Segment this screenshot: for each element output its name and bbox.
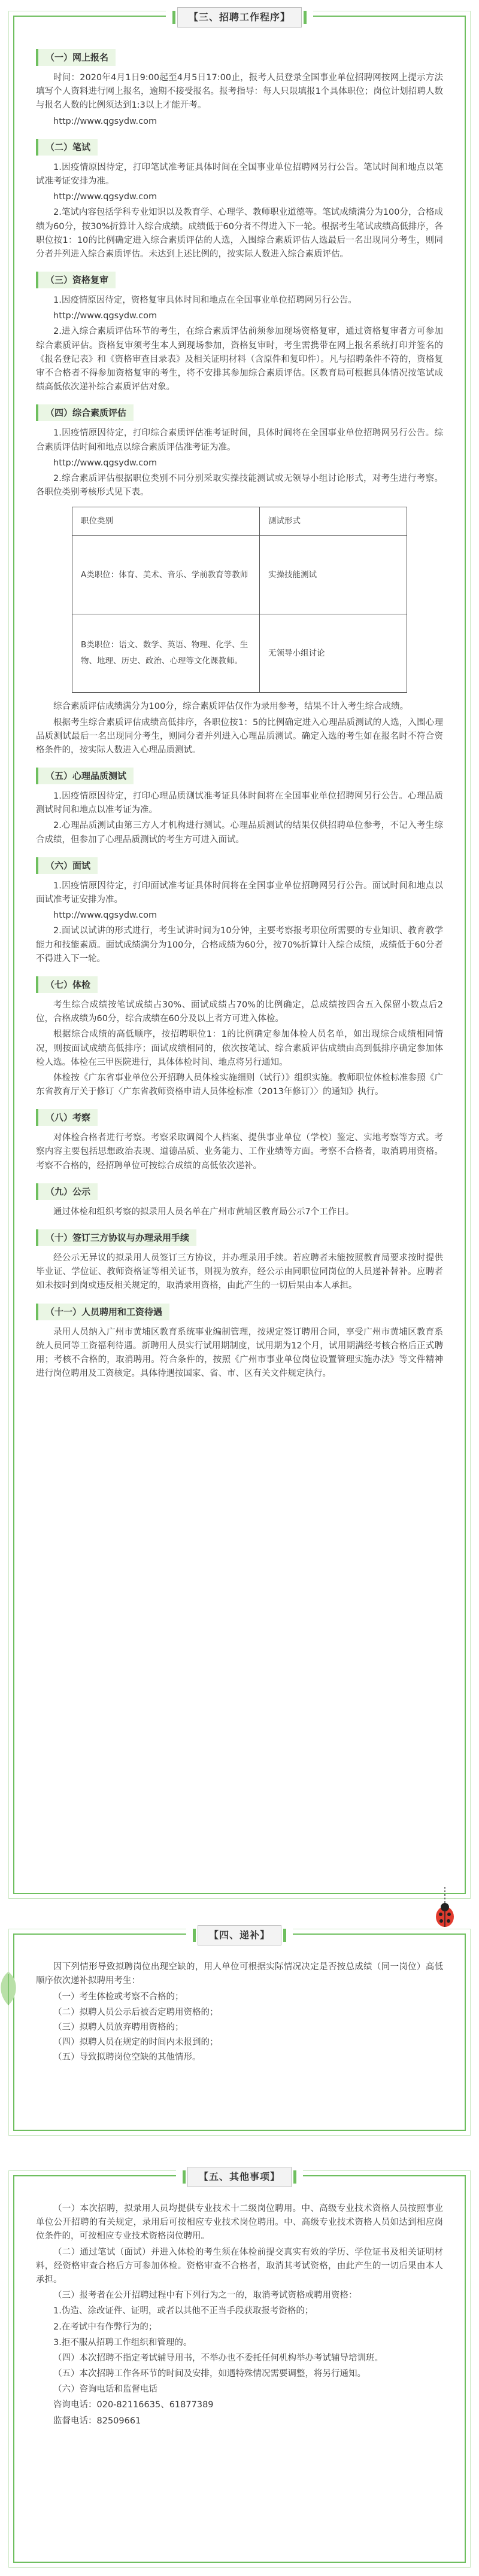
paragraph: 1.因疫情原因待定，打印综合素质评估准考证时间，具体时间将在全国事业单位招聘网另行公告。综合素质评估时间和地点以综合素质评估准考证为准。 bbox=[36, 428, 443, 452]
table-row bbox=[72, 536, 407, 614]
paragraph: 1.因疫情原因待定，打印心理品质测试准考证具体时间将在全国事业单位招聘网另行公告。心理品质测试时间和地点以准考证为准。 bbox=[36, 791, 443, 815]
section-title: 【三、招聘工作程序】 bbox=[177, 7, 302, 28]
category-table bbox=[72, 507, 407, 693]
list-item: （三）拟聘人员放弃聘用资格的； bbox=[53, 2022, 184, 2032]
section-title: 【四、递补】 bbox=[198, 1925, 281, 1945]
paragraph: （一）本次招聘，拟录用人员均提供专业技术十二级岗位聘用。中、高级专业技术资格人员按照事业单位公开招聘的有关规定，录用后可按相应专业技术岗位聘用。中、高级专业技术资格人员如达到相应岗位条件的，可按相应专业技术资格岗位聘用。 bbox=[36, 2204, 443, 2242]
section-recruitment-procedure bbox=[13, 11, 466, 1894]
list-item: （二）拟聘人员公示后被否定聘用资格的； bbox=[53, 2007, 219, 2017]
table-header-cell: 职位类别 bbox=[72, 507, 260, 536]
table-cell: A类职位：体育、美术、音乐、学前教育等教师 bbox=[72, 536, 260, 614]
paragraph: 考生综合成绩按笔试成绩占30%、面试成绩占70%的比例确定，总成绩按四舍五入保留小数点后2位，合格成绩为60分，综合成绩在60分及以上者方可进入体检。 bbox=[36, 1000, 443, 1024]
table-cell: 无领导小组讨论 bbox=[260, 614, 407, 693]
heading-employment-salary: （十一）人员聘用和工资待遇 bbox=[36, 1304, 169, 1320]
paragraph: 时间：2020年4月1日9:00起至4月5日17:00止，报考人员登录全国事业单位招聘网按网上提示方法填写个人资料进行网上报名，逾期不接受报名。报考指导：每人只限填报1个具体职位；岗位计划招聘人数与报名人数的比例须达到1:3以上才能开考。 bbox=[36, 73, 443, 111]
heading-psychological-test: （五）心理品质测试 bbox=[36, 768, 134, 784]
url-link[interactable]: http://www.qgsydw.com bbox=[53, 311, 157, 321]
paragraph: 2.心理品质测试由第三方人才机构进行测试。心理品质测试的结果仅供招聘单位参考，不记入考生综合成绩，但参加了心理品质测试的考生方可进入面试。 bbox=[36, 821, 443, 845]
heading-agreement: （十）签订三方协议与办理录用手续 bbox=[36, 1229, 196, 1246]
table-header-row bbox=[72, 507, 407, 536]
url-link[interactable]: http://www.qgsydw.com bbox=[53, 911, 157, 921]
section-other-matters bbox=[13, 2171, 466, 2563]
header-decor-bar bbox=[193, 1929, 196, 1942]
paragraph: 对体检合格者进行考察。考察采取调阅个人档案、提供事业单位（学校）鉴定、实地考察等方式。考察内容主要包括思想政治表现、道德品质、业务能力、工作业绩等方面。考察不合格者，取消聘用资格。考察不合格的，经招聘单位可按综合成绩的高低依次递补。 bbox=[36, 1133, 443, 1171]
contact-line bbox=[36, 2414, 443, 2428]
paragraph: 2.进入综合素质评估环节的考生，在综合素质评估前须参加现场资格复审，通过资格复审者方可参加综合素质评估。资格复审须考生本人到现场参加，资格复审时，考生需携带在网上报名系统打印并签名的《报名登记表》和《资格审查目录表》及相关证明材料（含原件和复印件）。凡与招聘条件不符的，资格复审不合格者不得参加资格复审的考生，将不安排其参加综合素质评估。区教育局可根据具体情况按笔试成绩高低依次递补综合素质评估对象。 bbox=[36, 327, 443, 392]
table-cell: 实操技能测试 bbox=[260, 536, 407, 614]
paragraph: 因下列情形导致拟聘岗位出现空缺的，用人单位可根据实际情况决定是否按总成绩（同一岗位）高低顺序依次递补拟聘用考生： bbox=[36, 1962, 443, 1986]
url-link[interactable]: http://www.qgsydw.com bbox=[53, 192, 157, 202]
section-title: 【五、其他事项】 bbox=[187, 2167, 292, 2187]
list-item: （一）考生体检或考察不合格的； bbox=[53, 1992, 184, 2002]
table-header-cell: 测试形式 bbox=[260, 507, 407, 536]
header-decor-bar bbox=[293, 2170, 296, 2184]
list-item: （四）拟聘人员在规定的时间内未报到的； bbox=[53, 2037, 219, 2047]
table-cell: B类职位：语文、数学、英语、物理、化学、生物、地理、历史、政治、心理等文化课教师。 bbox=[72, 614, 260, 693]
ladybug-icon bbox=[430, 1887, 460, 1929]
header-decor-bar bbox=[283, 1929, 286, 1942]
section-header bbox=[176, 2167, 303, 2187]
paragraph: （二）通过笔试（面试）并进入体检的考生须在体检前提交真实有效的学历、学位证书及相关证明材料，经资格审查合格后方可参加体检。资格审查不合格者，取消其考试资格，由此产生的一切后果由本人承担。 bbox=[36, 2247, 443, 2285]
header-decor-bar bbox=[172, 11, 175, 24]
section-header bbox=[186, 1925, 293, 1945]
paragraph: 2.综合素质评估根据职位类别不同分别采取实操技能测试或无领导小组讨论形式，对考生进行考察。各职位类别考核形式见下表。 bbox=[36, 473, 443, 498]
paragraph: 2.笔试内容包括学科专业知识以及教育学、心理学、教师职业道德等。笔试成绩满分为100分，合格成绩为60分，按30%折算计入综合成绩。成绩低于60分者不得进入下一轮。根据考生笔试成绩高低排序，各职位按1：10的比例确定进入综合素质评估的人选，入围综合素质评估人选最后一名出现同分考生，则同分者并列进入综合素质评估。未达到上述比例的，按实际人数进入综合素质评估。 bbox=[36, 208, 443, 259]
header-decor-bar bbox=[304, 11, 307, 24]
heading-publicity: （九）公示 bbox=[36, 1183, 98, 1200]
contact-line bbox=[36, 2398, 443, 2412]
paragraph: （三）报考者在公开招聘过程中有下列行为之一的，取消考试资格或聘用资格： bbox=[53, 2291, 357, 2301]
paragraph: （六）咨询电话和监督电话 bbox=[53, 2385, 157, 2395]
heading-interview: （六）面试 bbox=[36, 857, 98, 874]
supervision-label: 监督电话： bbox=[53, 2416, 97, 2426]
paragraph: （四）本次招聘不指定考试辅导用书，不举办也不委托任何机构举办考试辅导培训班。 bbox=[53, 2353, 383, 2363]
heading-physical-exam: （七）体检 bbox=[36, 976, 98, 993]
paragraph: 根据综合成绩的高低顺序，按招聘职位1：1的比例确定参加体检人员名单，如出现综合成绩相同情况，则按面试成绩高低排序；面试成绩相同的，依次按笔试、综合素质评估成绩由高到低排序确定参加体检人选。体检在三甲医院进行，具体体检时间、地点将另行通知。 bbox=[36, 1030, 443, 1067]
url-link[interactable]: http://www.qgsydw.com bbox=[53, 458, 157, 468]
header-decor-bar bbox=[183, 2170, 186, 2184]
leaf-icon bbox=[0, 1971, 20, 2006]
paragraph: 录用人员纳入广州市黄埔区教育系统事业编制管理，按规定签订聘用合同，享受广州市黄埔区教育系统人员同等工资福利待遇。新聘用人员实行试用期制度，试用期为12个月，试用期满经考核合格后正式聘用；考核不合格的，取消聘用。符合条件的，按照《广州市事业单位岗位设置管理实施办法》等文件精神进行岗位聘用及工资核定。具体待遇按国家、省、市、区有关文件规定执行。 bbox=[36, 1327, 443, 1379]
section-header bbox=[166, 7, 313, 28]
paragraph: 3.拒不服从招聘工作组织和管理的。 bbox=[53, 2337, 192, 2347]
paragraph: 根据考生综合素质评估成绩高低排序，各职位按1：5的比例确定进入心理品质测试的人选，入围心理品质测试最后一名出现同分考生，则同分者并列进入心理品质测试。确定入选的考生如在报名时不符合资格条件的，按实际人数进入心理品质测试。 bbox=[36, 717, 443, 755]
heading-comprehensive-assessment: （四）综合素质评估 bbox=[36, 404, 134, 421]
url-link[interactable]: http://www.qgsydw.com bbox=[53, 116, 157, 126]
paragraph: 2.面试以试讲的形式进行，考生试讲时间为10分钟，主要考察报考职位所需要的专业知识、教育教学能力和技能素质。面试成绩满分为100分，合格成绩为60分，按70%折算计入综合成绩，成绩低于60分者不得进入下一轮。 bbox=[36, 926, 443, 964]
paragraph: 经公示无异议的拟录用人员签订三方协议，并办理录用手续。若应聘者未能按照教育局要求按时提供毕业证、学位证、教师资格证等相关证书，则视为放弃，经公示由同职位同岗位的人员递补替补。应聘者如未按时到岗或违反相关规定的，取消录用资格，由此产生的一切后果由本人承担。 bbox=[36, 1253, 443, 1291]
heading-inspection: （八）考察 bbox=[36, 1109, 98, 1126]
paragraph: 体检按《广东省事业单位公开招聘人员体检实施细则（试行）》组织实施。教师职位体检标准参照《广东省教育厅关于修订〈广东省教师资格申请人员体检标准（2013年修订）〉的通知》执行。 bbox=[36, 1073, 443, 1097]
replacement-list bbox=[36, 1990, 443, 2065]
heading-online-registration: （一）网上报名 bbox=[36, 49, 116, 66]
table-row bbox=[72, 614, 407, 693]
heading-qualification-review: （三）资格复审 bbox=[36, 272, 116, 288]
supervision-number[interactable]: 82509661 bbox=[96, 2416, 141, 2426]
paragraph: 1.因疫情原因待定，打印笔试准考证具体时间在全国事业单位招聘网另行公告。笔试时间和地点以笔试准考证安排为准。 bbox=[36, 162, 443, 186]
list-item: （五）导致拟聘岗位空缺的其他情形。 bbox=[53, 2053, 201, 2063]
paragraph: 2.在考试中有作弊行为的； bbox=[53, 2322, 157, 2332]
heading-written-exam: （二）笔试 bbox=[36, 139, 98, 156]
section-replacement bbox=[13, 1929, 466, 2131]
paragraph: （五）本次招聘工作各环节的时间及安排，如遇特殊情况需要调整，将另行通知。 bbox=[53, 2369, 366, 2379]
paragraph: 1.因疫情原因待定，打印面试准考证具体时间将在全国事业单位招聘网另行公告。面试时间和地点以面试准考证安排为准。 bbox=[36, 881, 443, 905]
paragraph: 1.伪造、涂改证件、证明，或者以其他不正当手段获取报考资格的； bbox=[53, 2306, 314, 2316]
tel-label: 咨询电话： bbox=[53, 2400, 97, 2410]
paragraph: 综合素质评估成绩满分为100分，综合素质评估仅作为录用参考，结果不计入考生综合成绩。 bbox=[53, 702, 409, 712]
tel-number[interactable]: 020-82116635、61877389 bbox=[96, 2400, 214, 2410]
paragraph: 通过体检和组织考察的拟录用人员名单在广州市黄埔区教育局公示7个工作日。 bbox=[53, 1207, 354, 1217]
paragraph: 1.因疫情原因待定，资格复审具体时间和地点在全国事业单位招聘网另行公告。 bbox=[53, 296, 357, 306]
